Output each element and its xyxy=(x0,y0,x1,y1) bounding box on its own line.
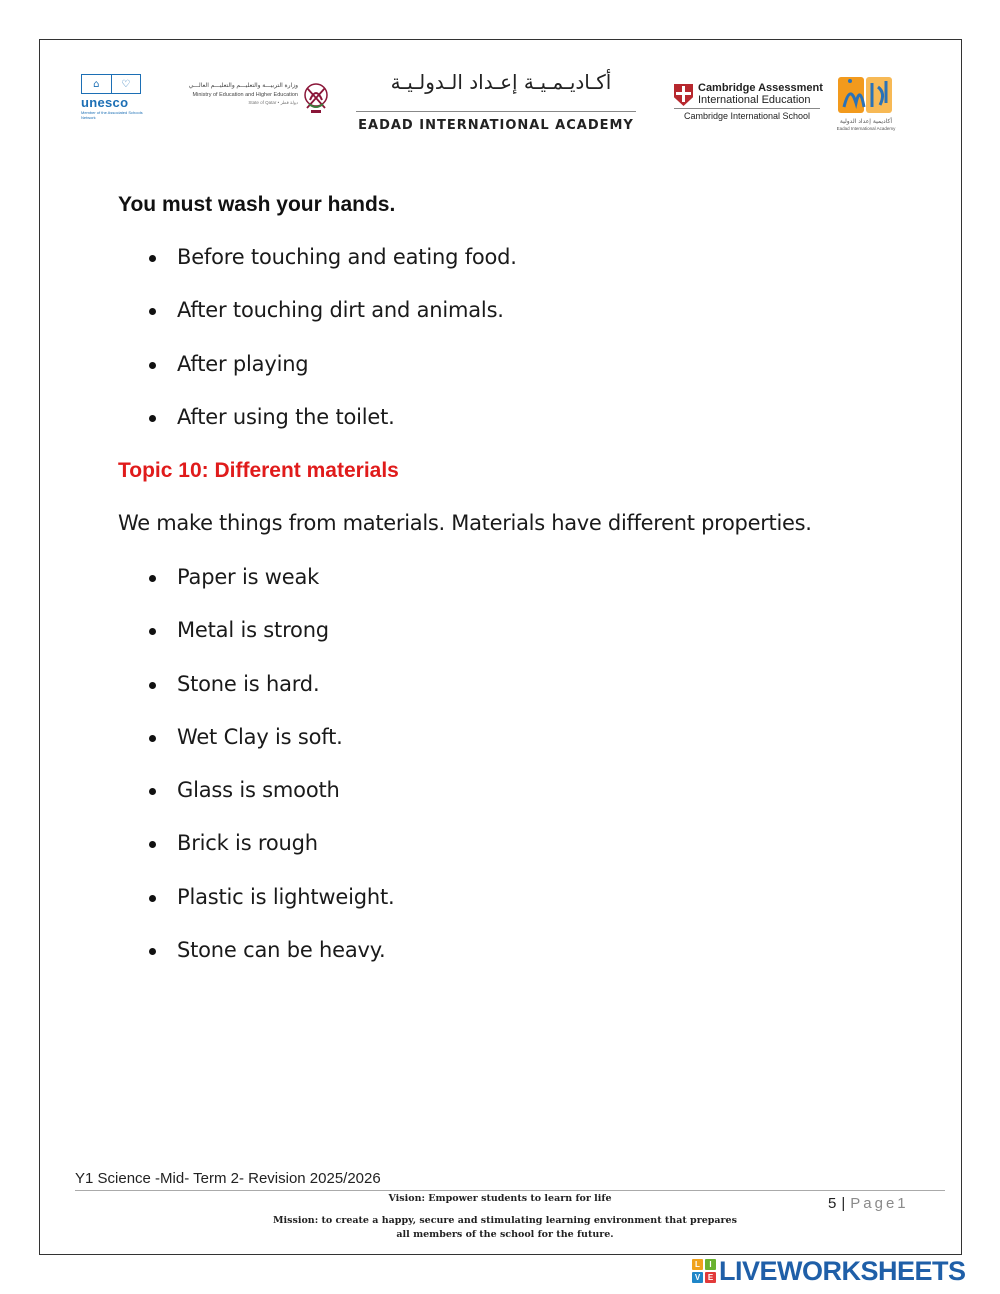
eadad-logo xyxy=(828,73,904,133)
list-item-text: Plastic is lightweight. xyxy=(177,884,395,909)
page-number-separator: | xyxy=(841,1195,846,1212)
page-number xyxy=(828,1195,909,1212)
cambridge-logo xyxy=(674,80,824,124)
bullet-icon xyxy=(149,575,156,582)
list-item-text: Brick is rough xyxy=(177,831,318,856)
topic-intro: We make things from materials. Materials have different properties. xyxy=(118,511,812,535)
ministry-english: Ministry of Education and Higher Education xyxy=(192,92,298,98)
page-frame xyxy=(39,39,962,1255)
cambridge-school: Cambridge International School xyxy=(683,111,811,121)
list-item-text: After using the toilet. xyxy=(177,404,395,429)
ministry-text xyxy=(163,82,298,106)
unesco-logo xyxy=(81,74,145,124)
bullet-icon xyxy=(149,362,156,369)
liveworksheets-logo-icon xyxy=(692,1259,716,1283)
footer-divider xyxy=(75,1190,945,1191)
liveworksheets-brand[interactable] xyxy=(692,1256,966,1286)
vision-statement: Vision: Empower students to learn for life xyxy=(388,1193,612,1204)
document-title: Y1 Science -Mid- Term 2- Revision 2025/2026 xyxy=(75,1170,381,1187)
ministry-logo xyxy=(163,80,331,120)
bullet-icon xyxy=(149,895,156,902)
list-item-text: Stone is hard. xyxy=(177,671,320,696)
bullet-icon xyxy=(149,415,156,422)
page-label: Page1 xyxy=(850,1195,909,1212)
academy-name-english: EADAD INTERNATIONAL ACADEMY xyxy=(358,118,634,133)
cambridge-shield-icon xyxy=(674,84,693,106)
cambridge-title xyxy=(698,82,823,106)
hand-washing-heading: You must wash your hands. xyxy=(118,193,396,216)
bullet-icon xyxy=(149,735,156,742)
bullet-icon xyxy=(149,682,156,689)
eadad-english: Eadad International Academy xyxy=(836,126,896,131)
list-item-text: Glass is smooth xyxy=(177,778,340,803)
academy-divider xyxy=(356,111,636,112)
unesco-emblem-icon: ⌂ ♡ xyxy=(81,74,141,94)
page-number-value: 5 xyxy=(828,1195,837,1212)
logo-tile: I xyxy=(705,1259,716,1270)
eadad-calligraphy-icon xyxy=(836,73,896,117)
cambridge-divider xyxy=(674,108,820,109)
cambridge-line1: Cambridge Assessment xyxy=(698,82,823,94)
logo-tile: V xyxy=(692,1272,703,1283)
cambridge-line2: International Education xyxy=(698,94,811,106)
logo-tile: L xyxy=(692,1259,703,1270)
topic-heading: Topic 10: Different materials xyxy=(118,459,399,482)
liveworksheets-wordmark: LIVEWORKSHEETS xyxy=(719,1255,966,1286)
logo-tile: E xyxy=(705,1272,716,1283)
academy-name-arabic: أكـاديـمـيـة إعـداد الـدولـيـة xyxy=(390,70,612,94)
list-item-text: Metal is strong xyxy=(177,618,329,643)
ministry-arabic: وزارة التربيـــة والتعليـــم والتعليـــم العالـــي xyxy=(188,83,298,89)
mission-statement-line1: Mission: to create a happy, secure and stimulating learning environment that prepares xyxy=(273,1215,737,1226)
list-item-text: After playing xyxy=(177,351,309,376)
list-item-text: After touching dirt and animals. xyxy=(177,298,504,323)
list-item-text: Before touching and eating food. xyxy=(177,245,517,269)
qatar-emblem-icon xyxy=(301,80,331,116)
ministry-state: دولة قطر • State of Qatar xyxy=(248,100,298,105)
list-item-text: Paper is weak xyxy=(177,565,320,589)
unesco-caption: Member of the Associated Schools Network xyxy=(81,110,143,120)
mission-statement-line2: all members of the school for the future. xyxy=(396,1229,614,1240)
eadad-arabic: أكاديمية إعداد الدولية xyxy=(839,118,893,125)
list-item-text: Wet Clay is soft. xyxy=(177,724,343,749)
list-item-text: Stone can be heavy. xyxy=(177,938,386,963)
unesco-wordmark: unesco xyxy=(81,95,129,110)
bullet-icon xyxy=(149,255,156,262)
